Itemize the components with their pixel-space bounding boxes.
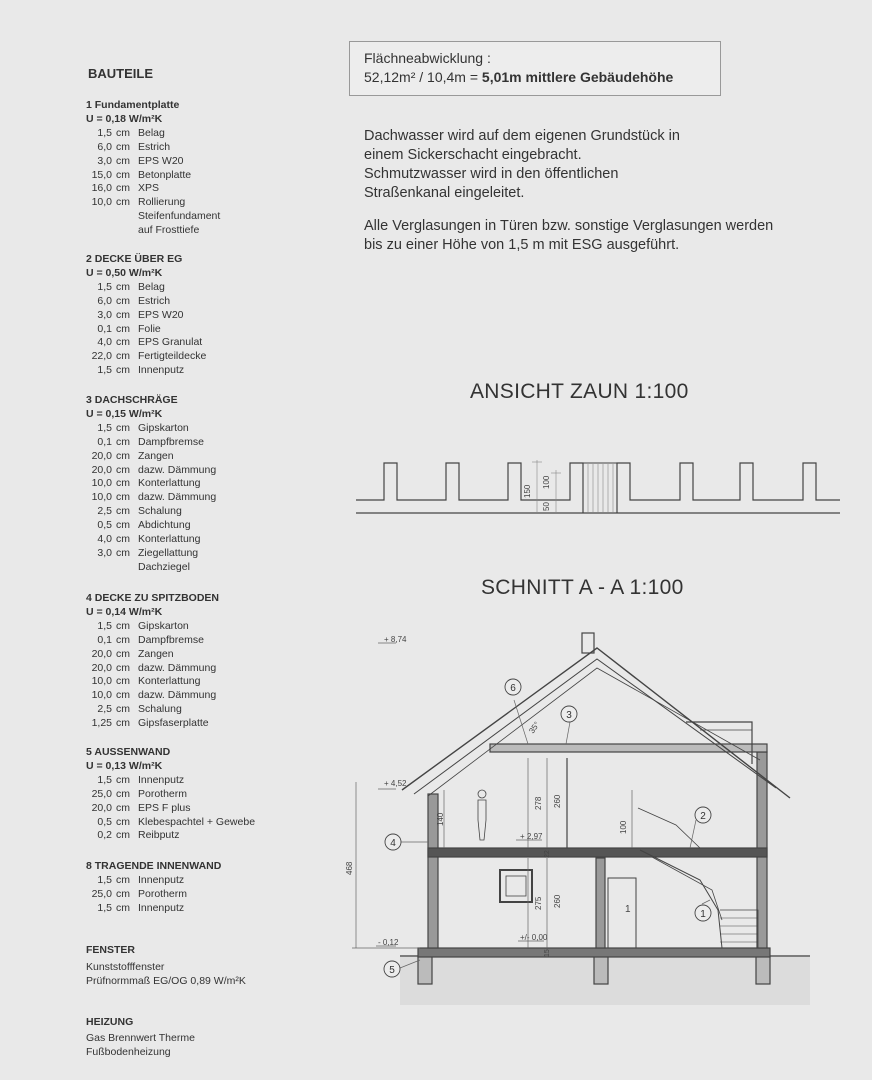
layer-unit: cm: [116, 421, 130, 434]
layer-material: dazw. Dämmung: [138, 491, 217, 504]
layer-thickness: 3,0: [97, 546, 112, 559]
layer-material: Reibputz: [138, 829, 180, 842]
layer-unit: cm: [116, 491, 130, 504]
level-eg-floor: +/- 0,00: [520, 933, 548, 942]
legend-section-title: 2 DECKE ÜBER EG: [86, 253, 183, 265]
layer-unit: cm: [116, 154, 130, 167]
heizung-title: HEIZUNG: [86, 1016, 134, 1028]
layer-thickness: 1,5: [97, 619, 112, 632]
note-line: einem Sickerschacht eingebracht.: [364, 147, 582, 163]
layer-thickness: 0,1: [97, 633, 112, 646]
layer-thickness: 3,0: [97, 308, 112, 321]
legend-section-u-value: U = 0,13 W/m²K: [86, 759, 163, 772]
layer-thickness: 10,0: [91, 196, 112, 209]
layer-material: Innenputz: [138, 773, 185, 786]
legend-section-u-value: U = 0,15 W/m²K: [86, 407, 163, 420]
layer-unit: cm: [116, 717, 130, 730]
layer-thickness: 1,5: [97, 126, 112, 139]
layer-unit: cm: [116, 322, 130, 335]
layer-material: Konterlattung: [138, 477, 201, 490]
flaeche-line1: Flächneabwicklung :: [364, 50, 491, 66]
layer-unit: cm: [116, 829, 130, 842]
layer-thickness: 20,0: [91, 463, 112, 476]
legend-section-u-value: U = 0,18 W/m²K: [86, 112, 163, 125]
layer-unit: cm: [116, 815, 130, 828]
layer-thickness: 10,0: [91, 491, 112, 504]
layer-thickness: 1,5: [97, 421, 112, 434]
layer-unit: cm: [116, 463, 130, 476]
layer-material: auf Frosttiefe: [138, 224, 200, 237]
layer-material: Abdichtung: [138, 519, 191, 532]
layer-thickness: 15,0: [91, 168, 112, 181]
layer-thickness: 1,5: [97, 364, 112, 377]
legend-section-title: 5 AUSSENWAND: [86, 746, 171, 758]
flaeche-formula: 52,12m² / 10,4m =: [364, 69, 482, 85]
layer-material: Steifenfundament: [138, 210, 221, 223]
layer-material: Konterlattung: [138, 675, 201, 688]
flaeche-result: 5,01m mittlere Gebäudehöhe: [481, 69, 674, 85]
layer-material: Dampfbremse: [138, 633, 204, 646]
layer-material: Innenputz: [138, 901, 185, 914]
dim-og-h1: 278: [534, 796, 543, 810]
dim-eg-h1: 275: [534, 896, 543, 910]
layer-unit: cm: [116, 196, 130, 209]
layer-thickness: 10,0: [91, 675, 112, 688]
fence-dim-100: 100: [542, 475, 551, 489]
layer-thickness: 10,0: [91, 689, 112, 702]
schnitt-title: SCHNITT A - A 1:100: [481, 576, 684, 599]
layer-material: Ziegellattung: [138, 546, 199, 559]
layer-thickness: 4,0: [97, 533, 112, 545]
dim-base: 15: [544, 949, 551, 957]
layer-material: EPS F plus: [138, 801, 191, 814]
layer-material: Dachziegel: [138, 560, 190, 573]
layer-unit: cm: [116, 140, 130, 153]
legend-title: BAUTEILE: [88, 66, 153, 81]
level-top: + 8,74: [384, 635, 407, 644]
layer-thickness: 2,5: [97, 703, 112, 716]
stair-label: 1: [625, 904, 631, 915]
dim-eg-h2: 260: [553, 894, 562, 908]
dim-og-h2: 260: [553, 794, 562, 808]
layer-material: Estrich: [138, 140, 171, 153]
layer-thickness: 0,1: [97, 322, 112, 335]
layer-unit: cm: [116, 787, 130, 800]
fence-dim-50: 50: [542, 502, 551, 511]
note-line: Straßenkanal eingeleitet.: [364, 185, 525, 201]
layer-material: Fertigteildecke: [138, 350, 207, 363]
layer-unit: cm: [116, 477, 130, 490]
layer-material: dazw. Dämmung: [138, 661, 217, 674]
legend-section-u-value: U = 0,50 W/m²K: [86, 266, 163, 279]
layer-unit: cm: [116, 505, 130, 518]
fenster-line2: Prüfnormmaß EG/OG 0,89 W/m²K: [86, 975, 246, 987]
layer-material: Schalung: [138, 703, 182, 716]
layer-material: Innenputz: [138, 873, 185, 886]
layer-thickness: 16,0: [91, 182, 112, 195]
layer-unit: cm: [116, 633, 130, 646]
legend-section-title: 4 DECKE ZU SPITZBODEN: [86, 592, 220, 604]
heizung-line2: Fußbodenheizung: [86, 1046, 171, 1058]
marker-4-label: 4: [390, 838, 396, 849]
layer-unit: cm: [116, 449, 130, 462]
layer-material: Estrich: [138, 294, 171, 307]
layer-material: Belag: [138, 280, 165, 293]
layer-thickness: 4,0: [97, 336, 112, 349]
layer-unit: cm: [116, 901, 130, 914]
layer-thickness: 1,5: [97, 901, 112, 914]
layer-material: Dampfbremse: [138, 435, 204, 448]
layer-thickness: 25,0: [91, 887, 112, 900]
layer-unit: cm: [116, 675, 130, 688]
layer-unit: cm: [116, 294, 130, 307]
marker-1-label: 1: [700, 909, 706, 920]
layer-unit: cm: [116, 546, 130, 559]
layer-thickness: 20,0: [91, 449, 112, 462]
layer-unit: cm: [116, 661, 130, 674]
note-line: Alle Verglasungen in Türen bzw. sonstige Verglasungen werden: [364, 218, 774, 234]
layer-material: Porotherm: [138, 887, 188, 900]
layer-thickness: 0,1: [97, 435, 112, 448]
layer-thickness: 10,0: [91, 477, 112, 490]
layer-material: Gipskarton: [138, 421, 189, 434]
marker-6-label: 6: [510, 683, 516, 694]
legend-section-u-value: U = 0,14 W/m²K: [86, 605, 163, 618]
layer-thickness: 25,0: [91, 787, 112, 800]
layer-unit: cm: [116, 350, 130, 363]
layer-material: Rollierung: [138, 196, 186, 209]
layer-unit: cm: [116, 533, 130, 545]
layer-unit: cm: [116, 647, 130, 660]
dim-total: 468: [345, 861, 354, 875]
layer-thickness: 0,2: [97, 829, 112, 842]
layer-material: Belag: [138, 126, 165, 139]
layer-material: Konterlattung: [138, 533, 201, 545]
legend-section-title: 1 Fundamentplatte: [86, 99, 180, 111]
layer-unit: cm: [116, 887, 130, 900]
ansicht-title: ANSICHT ZAUN 1:100: [470, 380, 689, 403]
layer-unit: cm: [116, 182, 130, 195]
legend-section-title: 8 TRAGENDE INNENWAND: [86, 860, 222, 872]
level-og: + 4,52: [384, 779, 407, 788]
layer-unit: cm: [116, 519, 130, 532]
layer-material: dazw. Dämmung: [138, 463, 217, 476]
layer-unit: cm: [116, 703, 130, 716]
level-og-floor: + 2,97: [520, 832, 543, 841]
dim-rail: 100: [619, 820, 628, 834]
layer-unit: cm: [116, 873, 130, 886]
layer-unit: cm: [116, 364, 130, 377]
layer-material: EPS Granulat: [138, 336, 203, 349]
layer-thickness: 1,5: [97, 773, 112, 786]
note-line: Schmutzwasser wird in den öffentlichen: [364, 166, 619, 182]
layer-unit: cm: [116, 773, 130, 786]
layer-thickness: 0,5: [97, 815, 112, 828]
layer-thickness: 6,0: [97, 294, 112, 307]
note-line: bis zu einer Höhe von 1,5 m mit ESG ausgeführt.: [364, 237, 680, 253]
marker-3-label: 3: [566, 710, 572, 721]
marker-5-label: 5: [389, 965, 395, 976]
layer-thickness: 1,25: [91, 717, 112, 730]
layer-material: Folie: [138, 322, 161, 335]
layer-unit: cm: [116, 336, 130, 349]
layer-material: EPS W20: [138, 154, 184, 167]
section-drawing: [352, 633, 810, 1005]
dim-slab: 22: [544, 850, 551, 858]
layer-material: Klebespachtel + Gewebe: [138, 815, 256, 828]
layer-unit: cm: [116, 619, 130, 632]
layer-thickness: 20,0: [91, 661, 112, 674]
legend-section-title: 3 DACHSCHRÄGE: [86, 394, 178, 406]
layer-material: Gipsfaserplatte: [138, 717, 209, 730]
fenster-line1: Kunststofffenster: [86, 961, 165, 973]
layer-unit: cm: [116, 126, 130, 139]
marker-2-label: 2: [700, 811, 706, 822]
layer-unit: cm: [116, 280, 130, 293]
layer-unit: cm: [116, 801, 130, 814]
dim-angle: 35°: [527, 720, 542, 736]
layer-material: Zangen: [138, 647, 174, 660]
layer-unit: cm: [116, 168, 130, 181]
fenster-title: FENSTER: [86, 944, 136, 956]
level-ground: - 0,12: [378, 938, 399, 947]
heizung-line1: Gas Brennwert Therme: [86, 1032, 195, 1044]
layer-thickness: 22,0: [91, 350, 112, 363]
layer-material: Gipskarton: [138, 619, 189, 632]
layer-thickness: 2,5: [97, 505, 112, 518]
layer-thickness: 20,0: [91, 801, 112, 814]
layer-unit: cm: [116, 308, 130, 321]
layer-material: Betonplatte: [138, 168, 192, 181]
layer-material: XPS: [138, 182, 160, 195]
layer-unit: cm: [116, 689, 130, 702]
layer-material: dazw. Dämmung: [138, 689, 217, 702]
note-line: Dachwasser wird auf dem eigenen Grundstück in: [364, 128, 680, 144]
layer-material: Porotherm: [138, 787, 188, 800]
layer-thickness: 1,5: [97, 280, 112, 293]
layer-thickness: 6,0: [97, 140, 112, 153]
fence-elevation: [356, 460, 840, 513]
dim-parapet: 140: [436, 812, 445, 826]
layer-material: Zangen: [138, 449, 174, 462]
layer-unit: cm: [116, 435, 130, 448]
layer-material: Schalung: [138, 505, 182, 518]
layer-thickness: 3,0: [97, 154, 112, 167]
layer-material: EPS W20: [138, 308, 184, 321]
fence-dim-150: 150: [523, 484, 532, 498]
layer-material: Innenputz: [138, 364, 185, 377]
layer-thickness: 1,5: [97, 873, 112, 886]
layer-thickness: 20,0: [91, 647, 112, 660]
layer-thickness: 0,5: [97, 519, 112, 532]
